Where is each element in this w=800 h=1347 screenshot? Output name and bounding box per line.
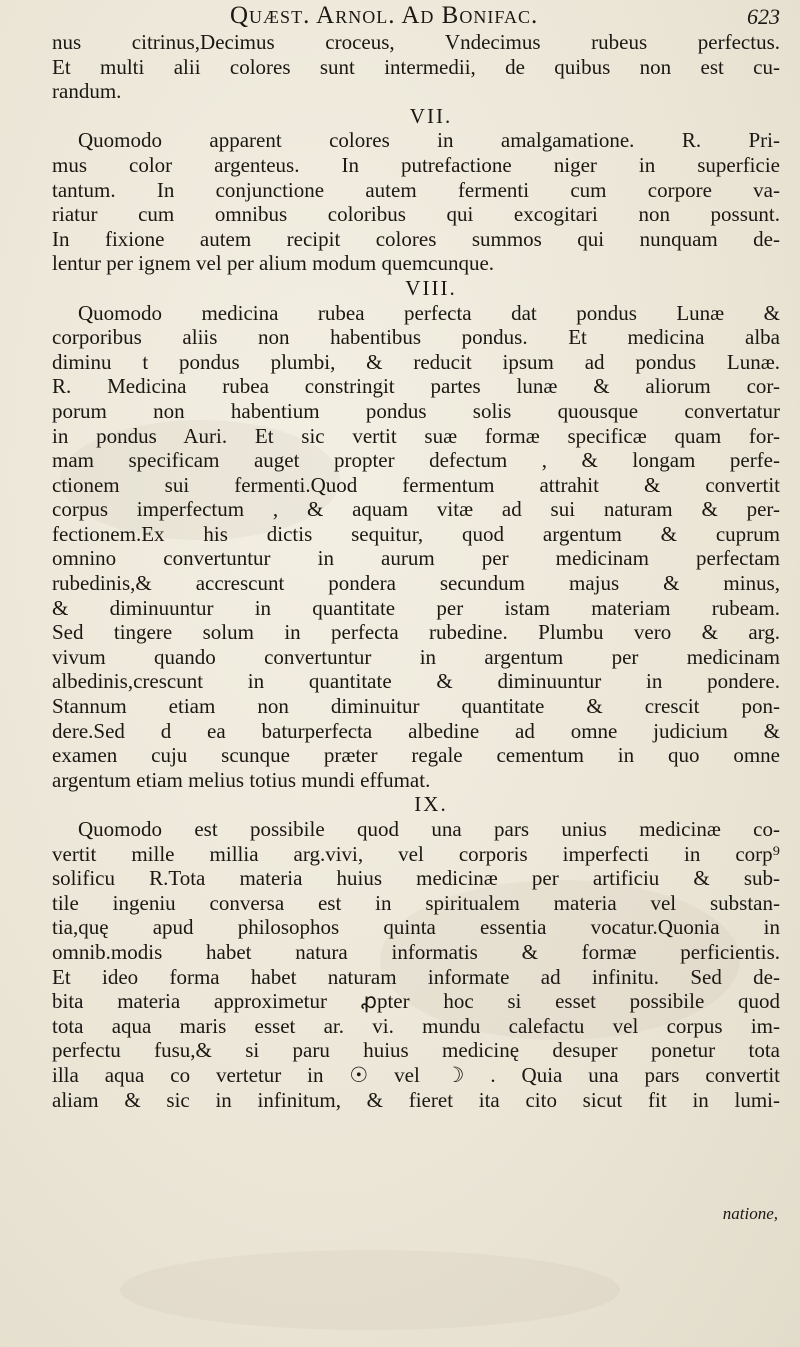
text-line: Stannum etiam non diminuitur quantitate & crescit pon- (52, 694, 780, 719)
text-line: porum non habentium pondus solis quousque convertatur (52, 398, 780, 423)
text-line: Sed tingere solum in perfecta rubedine. Plumbu vero & arg. (52, 620, 780, 645)
section-heading: IX. (414, 792, 448, 817)
section-heading: VII. (409, 103, 453, 128)
text-line: Quomodo medicina rubea perfecta dat pondus Lunæ & (78, 300, 780, 325)
text-line: Et multi alii colores sunt intermedii, de quibus non est cu- (52, 54, 780, 79)
text-line: riatur cum omnibus coloribus qui excogitari non possunt. (52, 202, 780, 227)
section-heading: VIII. (405, 275, 457, 300)
running-head: Quæst. Arnol. Ad Bonifac. (230, 2, 539, 29)
text-line: In fixione autem recipit colores summos qui nunquam de- (52, 226, 780, 251)
text-line: albedinis,crescunt in quantitate & diminuuntur in pondere. (52, 669, 780, 694)
text-line: examen cuju scunque præter regale cementum in quo omne (52, 743, 780, 768)
text-line: mam specificam auget propter defectum , & longam perfe- (52, 448, 780, 473)
text-line: illa aqua co vertetur in ☉ vel ☽ . Quia una pars convertit (52, 1062, 780, 1087)
page-number: 623 (747, 4, 780, 29)
text-line: Et ideo forma habet naturam informate ad infinitu. Sed de- (52, 964, 780, 989)
text-line: Quomodo apparent colores in amalgamatione. R. Pri- (78, 128, 780, 153)
text-line: vivum quando convertuntur in argentum per medicinam (52, 644, 780, 669)
text-line: dere.Sed d ea baturperfecta albedine ad omne judicium & (52, 718, 780, 743)
text-line: rubedinis,& accrescunt pondera secundum majus & minus, (52, 571, 780, 596)
text-line: randum. (52, 79, 122, 104)
text-line: & diminuuntur in quantitate per istam materiam rubeam. (52, 595, 780, 620)
text-line: perfectu fusu,& si paru huius medicinę desuper ponetur tota (52, 1038, 780, 1063)
text-line: bita materia approximetur ꝓpter hoc si esset possibile quod (52, 989, 780, 1014)
text-line: omnib.modis habet natura informatis & formæ perficientis. (52, 939, 780, 964)
text-line: in pondus Auri. Et sic vertit suæ formæ specificæ quam for- (52, 423, 780, 448)
text-line: vertit mille millia arg.vivi, vel corporis imperfecti in corp⁹ (52, 841, 780, 866)
text-line: tia,quę apud philosophos quinta essentia vocatur.Quonia in (52, 915, 780, 940)
text-line: omnino convertuntur in aurum per medicinam perfectam (52, 546, 780, 571)
text-line: nus citrinus,Decimus croceus, Vndecimus rubeus perfectus. (52, 30, 780, 54)
text-line: diminu t pondus plumbi, & reducit ipsum ad pondus Lunæ. (52, 349, 780, 374)
text-line: ctionem sui fermenti.Quod fermentum attrahit & convertit (52, 472, 780, 497)
text-line: solificu R.Tota materia huius medicinæ per artificiu & sub- (52, 866, 780, 891)
body-text (52, 30, 780, 1112)
text-line: tota aqua maris esset ar. vi. mundu calefactu vel corpus im- (52, 1013, 780, 1038)
text-line: corpus imperfectum , & aquam vitæ ad sui naturam & per- (52, 497, 780, 522)
text-line: lentur per ignem vel per alium modum quemcunque. (52, 251, 495, 276)
paper-stain (120, 1250, 620, 1330)
text-line: mus color argenteus. In putrefactione niger in superficie (52, 152, 780, 177)
text-line: aliam & sic in infinitum, & fieret ita cito sicut fit in lumi- (52, 1087, 780, 1112)
text-line: tantum. In conjunctione autem fermenti cum corpore va- (52, 177, 780, 202)
text-line: argentum etiam melius totius mundi effumat. (52, 767, 431, 792)
text-line: fectionem.Ex his dictis sequitur, quod argentum & cuprum (52, 521, 780, 546)
text-line: R. Medicina rubea constringit partes lunæ & aliorum cor- (52, 374, 780, 399)
text-line: tile ingeniu conversa est in spiritualem materia vel substan- (52, 890, 780, 915)
text-line: corporibus aliis non habentibus pondus. Et medicina alba (52, 325, 780, 350)
text-line: Quomodo est possibile quod una pars unius medicinæ co- (78, 817, 780, 841)
page-header (40, 2, 780, 30)
catchword: natione, (722, 1204, 778, 1223)
